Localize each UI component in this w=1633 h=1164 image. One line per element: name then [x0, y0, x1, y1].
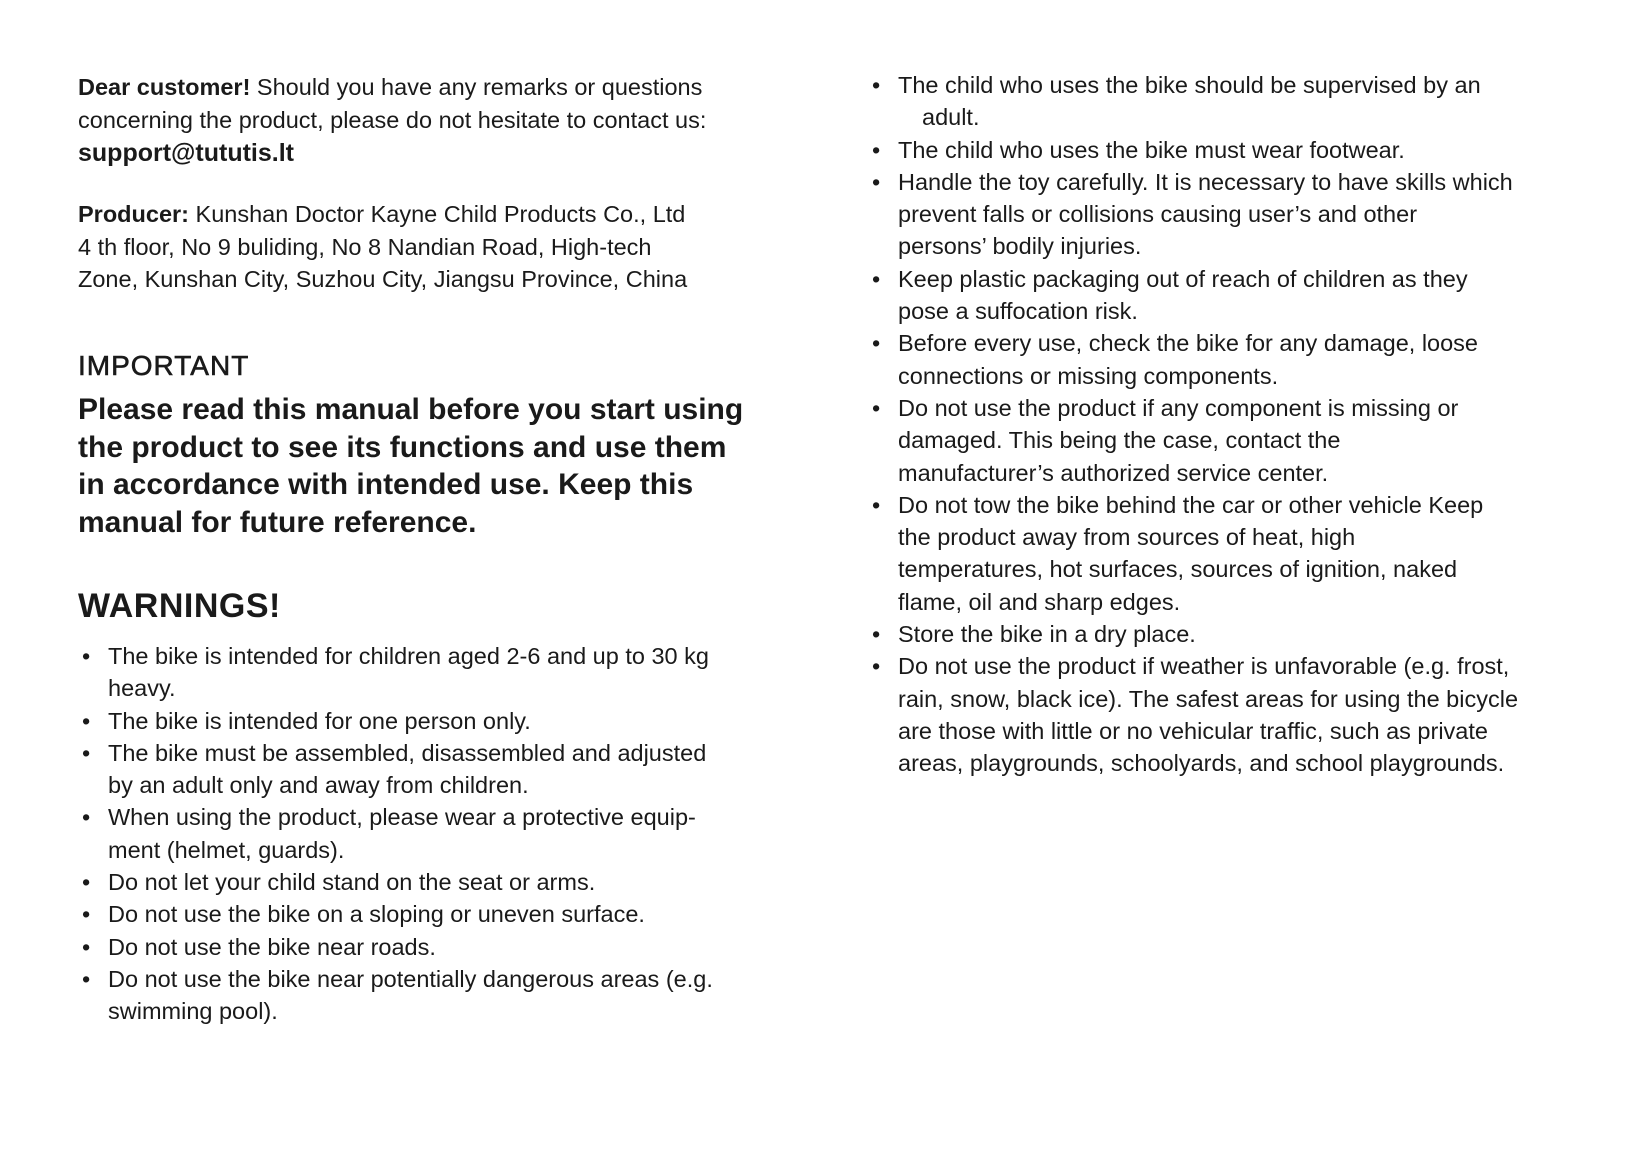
bullet-icon: • — [872, 330, 881, 357]
list-item — [78, 801, 798, 866]
bullet-icon: • — [82, 901, 91, 928]
list-item-line: the product away from sources of heat, high — [898, 524, 1356, 551]
list-item-line: are those with little or no vehicular traffic, such as private — [898, 717, 1488, 744]
list-item-line: manufacturer’s authorized service center. — [898, 459, 1329, 486]
list-item-line: The child who uses the bike should be supervised by an — [898, 72, 1481, 98]
bullet-icon: • — [82, 707, 91, 734]
support-email[interactable]: support@tututis.lt — [78, 139, 295, 167]
list-item-line: adult. — [922, 104, 980, 131]
bullet-icon: • — [872, 653, 881, 680]
producer-line2: 4 th floor, No 9 buliding, No 8 Nandian Road, High-tech — [78, 233, 652, 260]
list-item-line: prevent falls or collisions causing user’s and other — [898, 201, 1418, 228]
list-item — [868, 650, 1588, 779]
bullet-icon: • — [82, 933, 91, 960]
intro-line1: Should you have any remarks or questions — [250, 74, 703, 100]
warnings-list-right — [868, 69, 1588, 780]
intro-lead: Dear customer! — [78, 74, 251, 100]
warnings-heading: WARNINGS! — [78, 587, 281, 625]
list-item-line: Handle the toy carefully. It is necessary to have skills which — [898, 168, 1513, 195]
producer-line1: Kunshan Doctor Kayne Child Products Co., Ltd — [189, 201, 686, 227]
list-item — [868, 134, 1588, 166]
customer-intro — [78, 71, 798, 170]
list-item-line: Do not let your child stand on the seat or arms. — [108, 869, 596, 896]
intro-line2: concerning the product, please do not hesitate to contact us: — [78, 106, 707, 133]
list-item-line: Do not use the bike near potentially dangerous areas (e.g. — [108, 965, 713, 992]
list-item-line: The bike is intended for children aged 2-6 and up to 30 kg — [108, 643, 709, 669]
bullet-icon: • — [872, 265, 881, 292]
list-item-line: by an adult only and away from children. — [108, 772, 529, 799]
producer-line3: Zone, Kunshan City, Suzhou City, Jiangsu Province, China — [78, 266, 688, 292]
bullet-icon: • — [872, 72, 881, 98]
list-item-line: temperatures, hot surfaces, sources of ignition, naked — [898, 556, 1458, 583]
list-item-line: Do not use the bike on a sloping or uneven surface. — [108, 901, 645, 928]
bullet-icon: • — [82, 804, 91, 831]
list-item-line: Do not use the bike near roads. — [108, 933, 436, 960]
list-item-line: areas, playgrounds, schoolyards, and school playgrounds. — [898, 750, 1505, 777]
list-item-line: swimming pool). — [108, 998, 278, 1025]
important-text — [78, 391, 798, 541]
bullet-icon: • — [82, 739, 91, 766]
bullet-icon: • — [872, 168, 881, 195]
list-item — [78, 898, 798, 930]
list-item — [78, 640, 798, 705]
list-item-line: Do not tow the bike behind the car or other vehicle Keep — [898, 491, 1484, 518]
warnings-list-left — [78, 640, 798, 1028]
list-item-line: Before every use, check the bike for any damage, loose — [898, 330, 1478, 357]
list-item — [868, 392, 1588, 489]
list-item-line: persons’ bodily injuries. — [898, 233, 1142, 260]
bullet-icon: • — [872, 394, 881, 421]
bullet-icon: • — [82, 869, 91, 896]
list-item-line: pose a suffocation risk. — [898, 298, 1138, 325]
list-item — [868, 489, 1588, 618]
list-item — [868, 327, 1588, 392]
list-item-line: connections or missing components. — [898, 362, 1279, 389]
list-item — [78, 963, 798, 1028]
list-item-line: The bike is intended for one person only. — [108, 707, 531, 734]
important-line: manual for future reference. — [78, 505, 477, 539]
important-heading: IMPORTANT — [78, 350, 250, 381]
list-item-line: flame, oil and sharp edges. — [898, 588, 1181, 615]
important-line: in accordance with intended use. Keep this — [78, 468, 694, 501]
important-line: Please read this manual before you start using — [78, 393, 744, 426]
list-item — [78, 705, 798, 737]
list-item-line: When using the product, please wear a protective equip- — [108, 804, 696, 831]
list-item-line: The child who uses the bike must wear footwear. — [898, 136, 1405, 163]
list-item-line: Do not use the product if weather is unfavorable (e.g. frost, — [898, 653, 1510, 680]
list-item-line: rain, snow, black ice). The safest areas for using the bicycle — [898, 685, 1519, 712]
important-line: the product to see its functions and use them — [78, 430, 727, 464]
list-item-line: ment (helmet, guards). — [108, 836, 345, 863]
list-item-line: damaged. This being the case, contact the — [898, 427, 1341, 454]
list-item — [868, 166, 1588, 263]
list-item-line: heavy. — [108, 675, 176, 702]
bullet-icon: • — [872, 621, 881, 648]
bullet-icon: • — [872, 491, 881, 518]
producer-info — [78, 198, 798, 296]
list-item — [78, 737, 798, 802]
producer-label: Producer: — [78, 201, 189, 227]
list-item-line: The bike must be assembled, disassembled and adjusted — [108, 739, 707, 766]
list-item — [78, 931, 798, 963]
list-item-line: Store the bike in a dry place. — [898, 621, 1196, 648]
bullet-icon: • — [82, 965, 91, 992]
list-item-line: Do not use the product if any component is missing or — [898, 394, 1459, 421]
bullet-icon: • — [82, 643, 91, 669]
list-item — [868, 618, 1588, 650]
bullet-icon: • — [872, 136, 881, 163]
list-item — [868, 69, 1588, 134]
list-item — [78, 866, 798, 898]
list-item — [868, 263, 1588, 328]
list-item-line: Keep plastic packaging out of reach of children as they — [898, 265, 1468, 292]
